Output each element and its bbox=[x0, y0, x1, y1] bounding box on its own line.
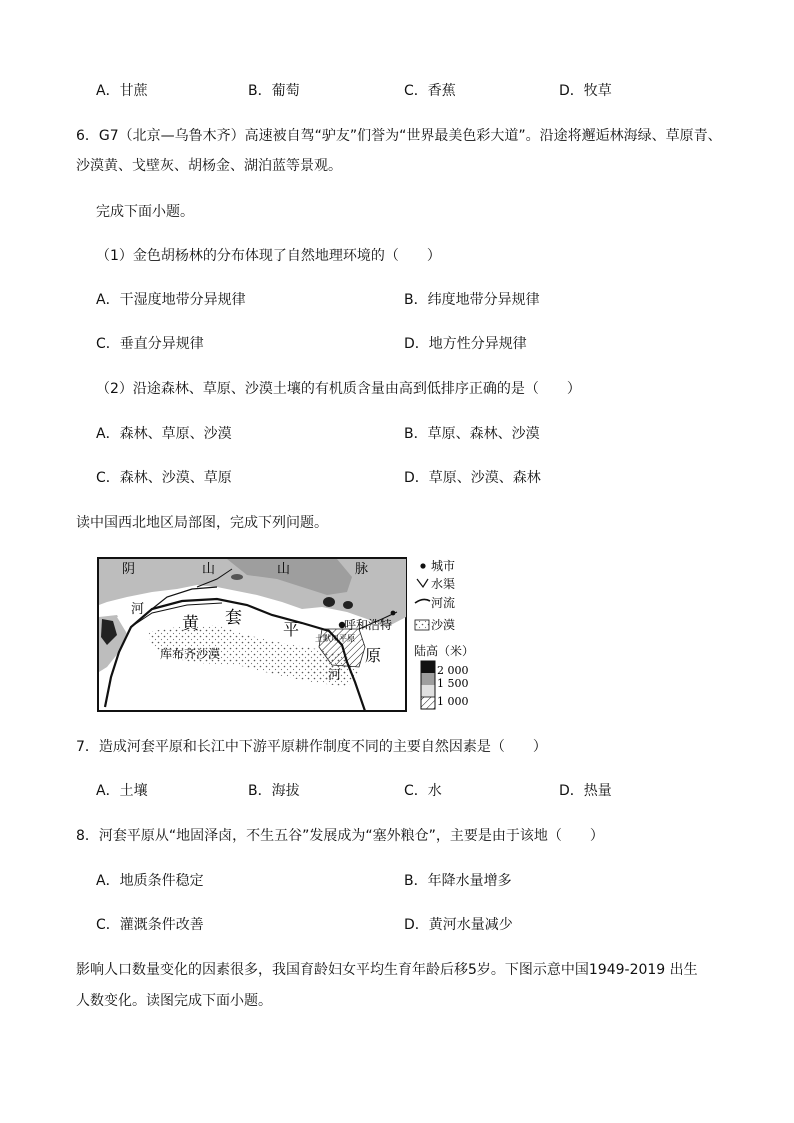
q6-sub2-option-a: A．森林、草原、沙漠 bbox=[96, 426, 232, 442]
q6-sub1-option-b: B．纬度地带分异规律 bbox=[404, 292, 540, 308]
q6-sub1-stem: （1）金色胡杨林的分布体现了自然地理环境的（ ） bbox=[96, 248, 441, 264]
legend-river-icon bbox=[415, 599, 430, 603]
legend-city: 城市 bbox=[431, 559, 456, 573]
map-intro: 读中国西北地区局部图，完成下列问题。 bbox=[76, 515, 328, 531]
q7-option-c: C．水 bbox=[404, 783, 442, 799]
label-mai: 脉 bbox=[355, 562, 369, 577]
q7-option-a: A．土壤 bbox=[96, 783, 148, 799]
label-ping: 平 bbox=[283, 620, 300, 639]
q6-sub2-option-b: B．草原、森林、沙漠 bbox=[404, 426, 540, 442]
legend-elevation-title: 陆高（米） bbox=[414, 644, 475, 658]
legend-1500: 1 500 bbox=[437, 677, 469, 690]
q8-option-c: C．灌溉条件改善 bbox=[96, 917, 204, 933]
legend-2000: 2 000 bbox=[437, 664, 469, 677]
map-legend bbox=[414, 559, 474, 709]
q6-sub2-option-c: C．森林、沙漠、草原 bbox=[96, 470, 232, 486]
label-he-left: 河 bbox=[131, 602, 145, 617]
label-hohhot: 呼和浩特 bbox=[344, 618, 393, 632]
legend-river: 河流 bbox=[431, 596, 456, 610]
q5-option-b: B．葡萄 bbox=[248, 83, 300, 99]
legend-city-icon bbox=[420, 563, 425, 568]
q6-sub1-option-a: A．干湿度地带分异规律 bbox=[96, 292, 246, 308]
legend-1000: 1 000 bbox=[437, 695, 469, 708]
q6-instruction: 完成下面小题。 bbox=[96, 204, 194, 220]
label-shan-2: 山 bbox=[277, 562, 291, 577]
label-tao: 套 bbox=[225, 608, 242, 628]
q8-option-d: D．黄河水量减少 bbox=[404, 917, 513, 933]
population-intro-line1: 影响人口数量变化的因素很多，我国育龄妇女平均生育年龄后移5岁。下图示意中国1949-2019 出生 bbox=[76, 962, 698, 978]
q8-stem: 8．河套平原从“地固泽卤，不生五谷”发展成为“塞外粮仓”，主要是由于该地（ ） bbox=[76, 828, 604, 844]
legend-2000-swatch bbox=[421, 661, 435, 673]
q7-option-d: D．热量 bbox=[559, 783, 612, 799]
q5-option-a: A．甘蔗 bbox=[96, 83, 148, 99]
q6-sub2-option-d: D．草原、沙漠、森林 bbox=[404, 470, 541, 486]
q7-stem: 7．造成河套平原和长江中下游平原耕作制度不同的主要自然因素是（ ） bbox=[76, 739, 547, 755]
northwest-china-map bbox=[97, 557, 479, 713]
label-kubuqi: 库布齐沙漠 bbox=[160, 647, 221, 661]
label-tumochuan: 土默川平原 bbox=[315, 634, 355, 643]
label-huang: 黄 bbox=[182, 614, 199, 634]
q7-option-b: B．海拔 bbox=[248, 783, 300, 799]
q8-option-b: B．年降水量增多 bbox=[404, 873, 512, 889]
q6-sub2-stem: （2）沿途森林、草原、沙漠土壤的有机质含量由高到低排序正确的是（ ） bbox=[96, 381, 581, 397]
q6-stem-line2: 沙漠黄、戈壁灰、胡杨金、湖泊蓝等景观。 bbox=[76, 158, 342, 174]
q5-option-d: D．牧草 bbox=[559, 83, 612, 99]
population-intro-line2: 人数变化。读图完成下面小题。 bbox=[76, 993, 272, 1009]
label-he-bottom: 河 bbox=[328, 668, 342, 683]
legend-canal-icon bbox=[417, 579, 428, 587]
q6-sub1-option-d: D．地方性分异规律 bbox=[404, 336, 527, 352]
q5-option-c: C．香蕉 bbox=[404, 83, 456, 99]
q6-sub1-option-c: C．垂直分异规律 bbox=[96, 336, 204, 352]
legend-desert-icon bbox=[415, 620, 429, 630]
label-yuan: 原 bbox=[365, 646, 382, 665]
q6-stem-line1: 6．G7（北京—乌鲁木齐）高速被自驾“驴友”们誉为“世界最美色彩大道”。沿途将邂逅林海绿、草原青、 bbox=[76, 128, 722, 144]
q8-option-a: A．地质条件稳定 bbox=[96, 873, 204, 889]
legend-desert: 沙漠 bbox=[431, 618, 456, 632]
label-shan-1: 山 bbox=[202, 562, 216, 577]
legend-canal: 水渠 bbox=[431, 577, 456, 591]
label-yin: 阴 bbox=[122, 562, 136, 577]
